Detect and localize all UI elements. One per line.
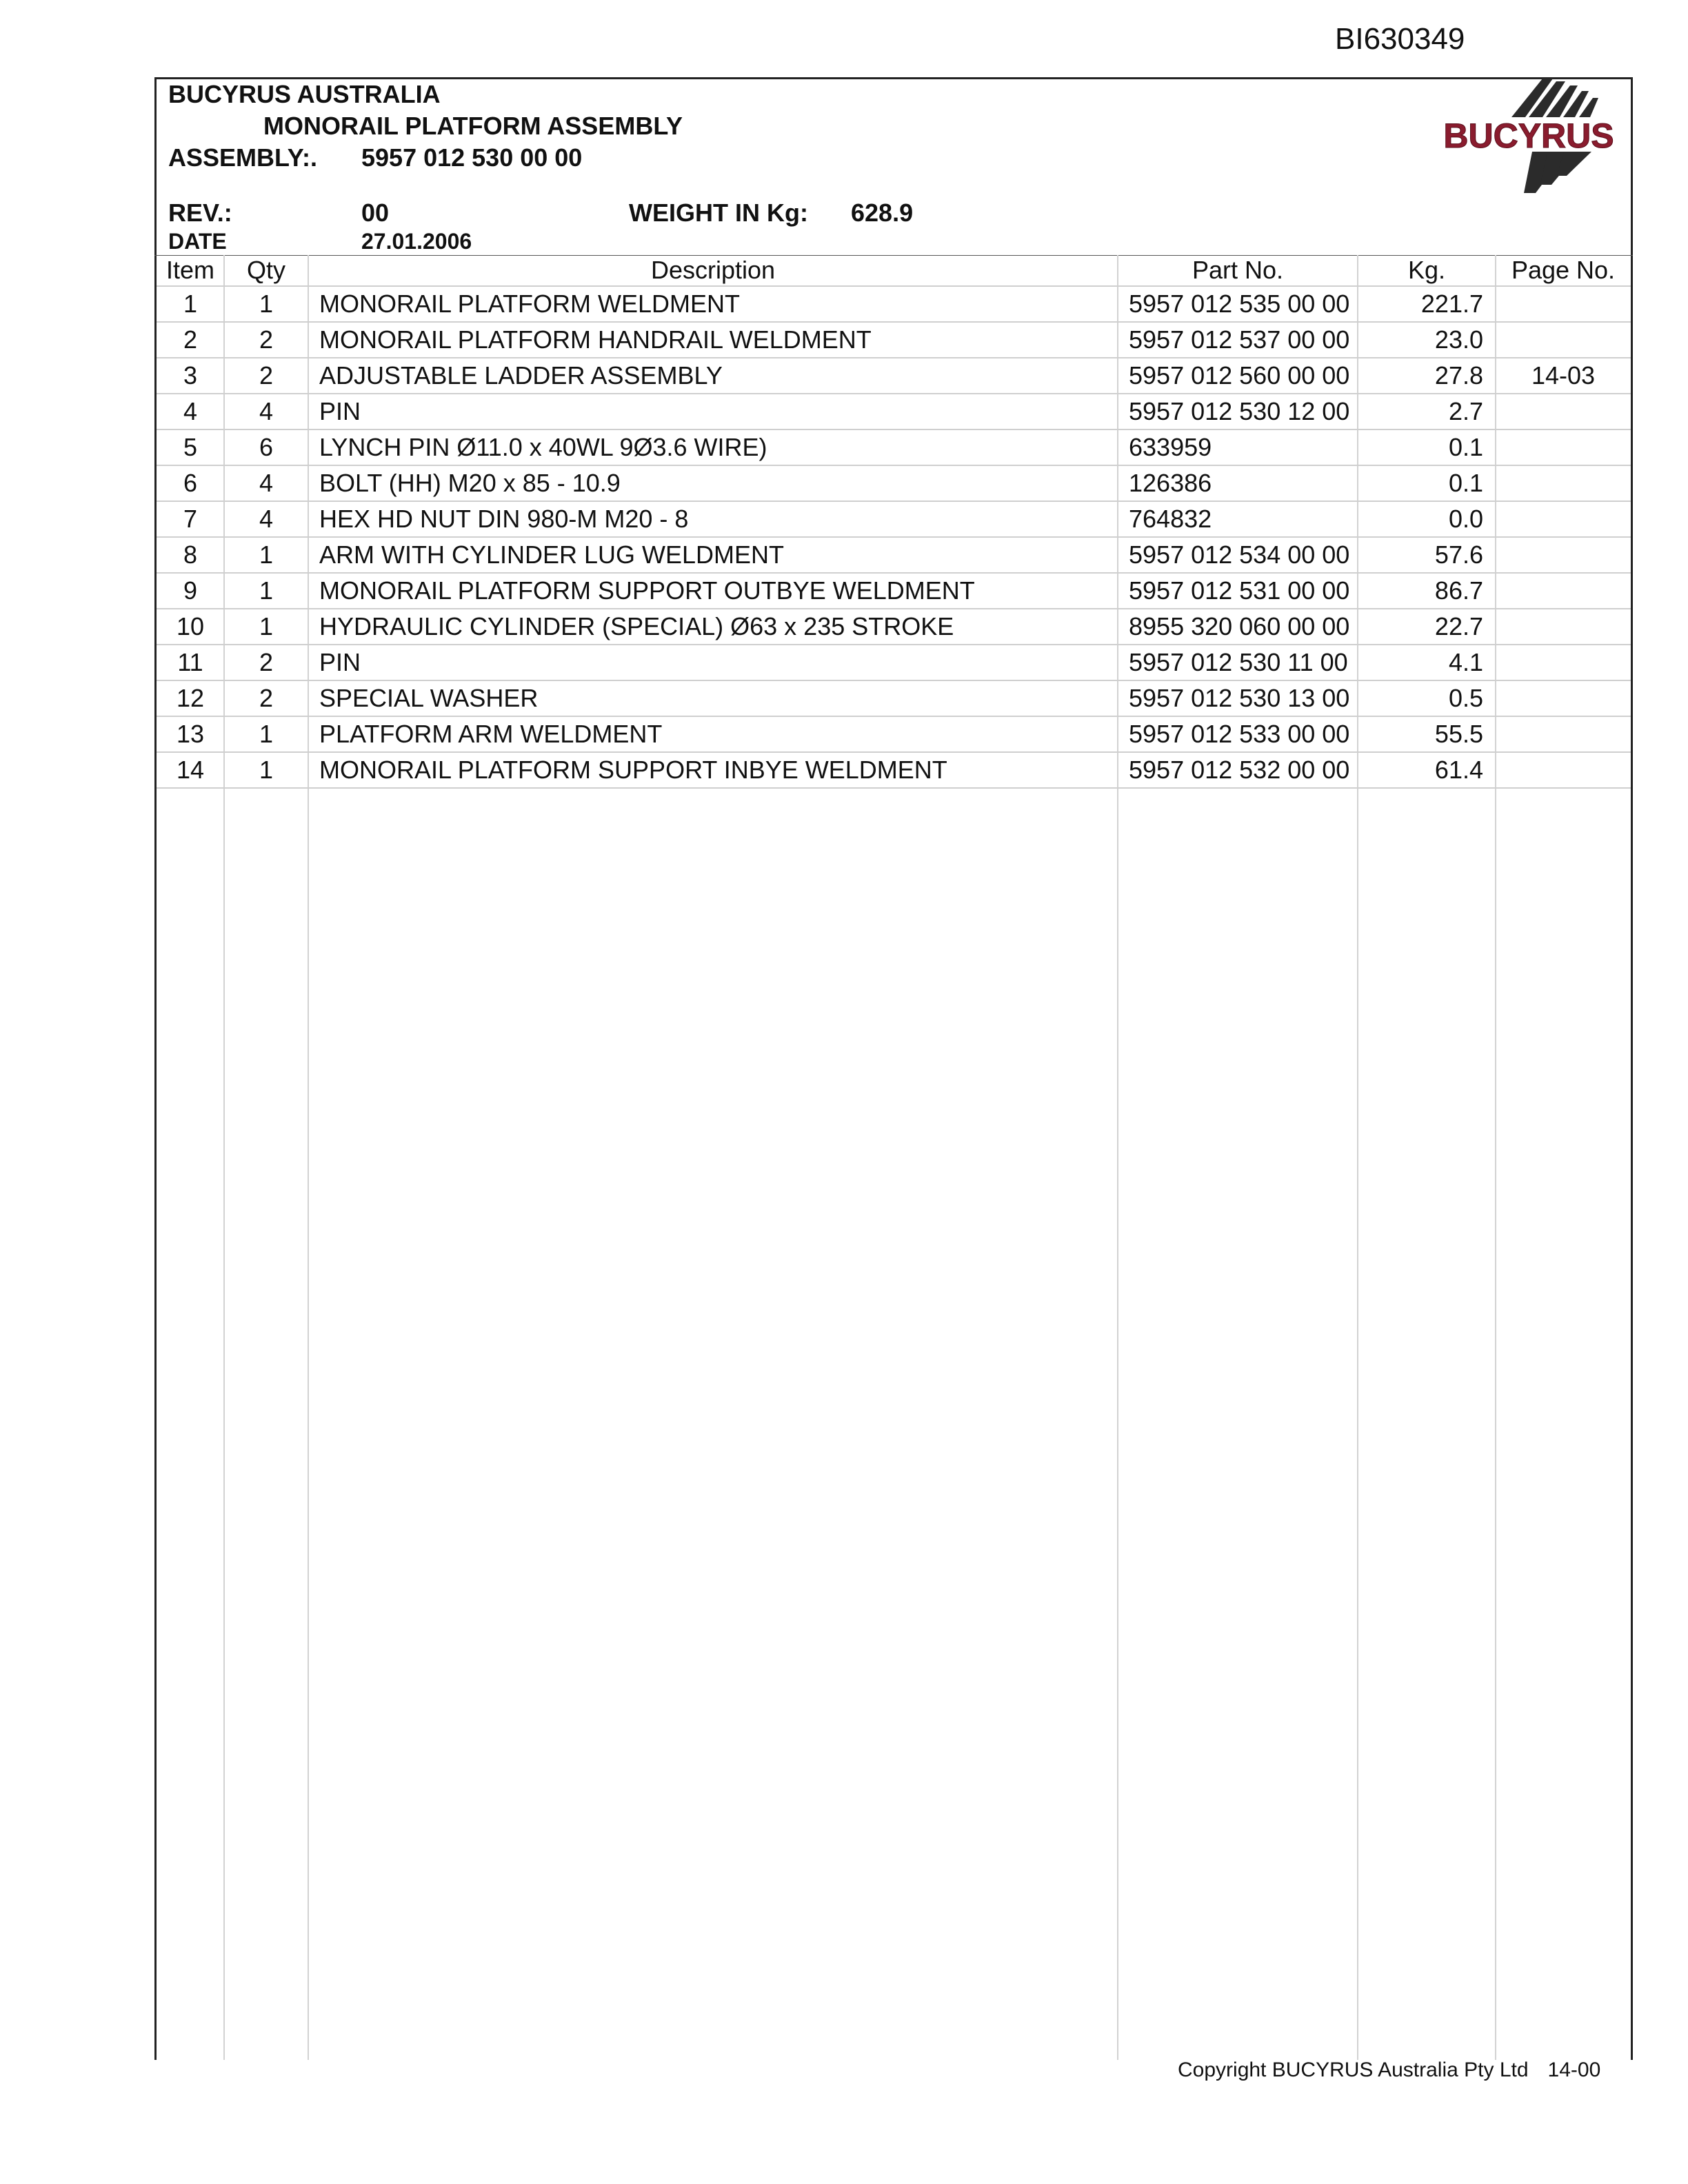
table-row [157,538,1631,574]
bucyrus-logo [1429,76,1629,200]
weight-cell: 0.1 [1448,433,1483,461]
item-cell: 13 [176,720,205,748]
col-header-page-no: Page No. [1511,256,1616,284]
weight-cell: 61.4 [1434,756,1483,784]
table-row [157,358,1631,394]
item-cell: 2 [183,325,198,354]
page-no-cell [1496,574,1631,608]
qty-cell: 2 [259,648,274,676]
qty-cell: 6 [259,433,274,461]
part-no-cell: 633959 [1129,433,1212,461]
page-no-cell [1496,717,1631,751]
col-header-description: Description [650,256,776,284]
footer-page-number: 14-00 [1547,2059,1601,2081]
description-cell: ARM WITH CYLINDER LUG WELDMENT [319,540,785,569]
table-row [157,753,1631,789]
col-header-item: Item [165,256,214,284]
item-cell: 14 [176,756,205,784]
table-row [157,323,1631,358]
table-header-row [157,255,1631,287]
col-header-part-no: Part No. [1192,256,1284,284]
weight-label: WEIGHT IN Kg: [629,199,808,227]
assembly-label: ASSEMBLY:. [168,143,318,172]
item-cell: 4 [183,397,198,425]
date-value: 27.01.2006 [361,229,472,254]
table-row [157,394,1631,430]
weight-value: 628.9 [851,199,914,227]
part-no-cell: 764832 [1129,505,1212,533]
qty-cell: 1 [259,290,274,318]
weight-cell: 4.1 [1448,648,1483,676]
description-cell: MONORAIL PLATFORM HANDRAIL WELDMENT [319,325,872,354]
table-row [157,681,1631,717]
part-no-cell: 5957 012 530 13 00 [1129,684,1350,712]
page-no-cell [1496,538,1631,572]
qty-cell: 4 [259,505,274,533]
assembly-title: MONORAIL PLATFORM ASSEMBLY [263,112,683,140]
part-no-cell: 5957 012 530 11 00 [1129,648,1348,676]
part-no-cell: 5957 012 530 12 00 [1129,397,1350,425]
description-cell: SPECIAL WASHER [319,684,539,712]
description-cell: HYDRAULIC CYLINDER (SPECIAL) Ø63 x 235 STROKE [319,612,954,640]
qty-cell: 4 [259,469,274,497]
part-no-cell: 5957 012 531 00 00 [1129,576,1350,605]
logo-wordmark: BUCYRUS [1443,117,1614,155]
weight-cell: 2.7 [1448,397,1483,425]
description-cell: LYNCH PIN Ø11.0 x 40WL 9Ø3.6 WIRE) [319,433,767,461]
weight-cell: 0.1 [1448,469,1483,497]
description-cell: PIN [319,397,361,425]
item-cell: 6 [183,469,198,497]
part-no-cell: 5957 012 533 00 00 [1129,720,1350,748]
table-row [157,574,1631,609]
table-row [157,717,1631,753]
item-cell: 7 [183,505,198,533]
qty-cell: 1 [259,756,274,784]
table-row [157,502,1631,538]
page-no-cell [1496,430,1631,465]
item-cell: 3 [183,361,198,390]
part-no-cell: 126386 [1129,469,1212,497]
qty-cell: 4 [259,397,274,425]
description-cell: ADJUSTABLE LADDER ASSEMBLY [319,361,723,390]
description-cell: PLATFORM ARM WELDMENT [319,720,663,748]
item-cell: 11 [177,648,203,676]
qty-cell: 1 [259,612,274,640]
page-no-cell: 14-03 [1531,361,1596,390]
page-no-cell [1496,466,1631,501]
qty-cell: 1 [259,576,274,605]
page-no-cell [1496,645,1631,680]
page-no-cell [1496,681,1631,716]
weight-cell: 23.0 [1434,325,1483,354]
description-cell: MONORAIL PLATFORM WELDMENT [319,290,741,318]
weight-cell: 57.6 [1434,540,1483,569]
col-header-kg: Kg. [1407,256,1446,284]
weight-cell: 86.7 [1434,576,1483,605]
description-cell: MONORAIL PLATFORM SUPPORT INBYE WELDMENT [319,756,947,784]
qty-cell: 1 [259,720,274,748]
part-no-cell: 5957 012 560 00 00 [1129,361,1350,390]
qty-cell: 2 [259,361,274,390]
part-no-cell: 5957 012 537 00 00 [1129,325,1350,354]
weight-cell: 0.0 [1448,505,1483,533]
page-no-cell [1496,753,1631,787]
qty-cell: 2 [259,325,274,354]
company-name: BUCYRUS AUSTRALIA [168,80,441,108]
description-cell: PIN [319,648,361,676]
weight-cell: 55.5 [1434,720,1483,748]
qty-cell: 1 [259,540,274,569]
page-no-cell [1496,323,1631,357]
document-id: BI630349 [1335,22,1465,56]
weight-cell: 0.5 [1448,684,1483,712]
part-no-cell: 5957 012 535 00 00 [1129,290,1350,318]
item-cell: 1 [183,290,198,318]
page-no-cell [1496,609,1631,644]
qty-cell: 2 [259,684,274,712]
description-cell: MONORAIL PLATFORM SUPPORT OUTBYE WELDMENT [319,576,975,605]
item-cell: 5 [183,433,198,461]
table-row [157,287,1631,323]
rev-value: 00 [361,199,390,227]
parts-table [157,255,1631,789]
date-label: DATE [168,229,227,254]
weight-cell: 27.8 [1434,361,1483,390]
weight-cell: 22.7 [1434,612,1483,640]
item-cell: 10 [176,612,205,640]
assembly-number: 5957 012 530 00 00 [361,143,583,172]
part-no-cell: 5957 012 534 00 00 [1129,540,1350,569]
description-cell: BOLT (HH) M20 x 85 - 10.9 [319,469,621,497]
item-cell: 9 [183,576,198,605]
table-row [157,609,1631,645]
table-row [157,430,1631,466]
rev-label: REV.: [168,199,232,227]
page-no-cell [1496,394,1631,429]
table-row [157,466,1631,502]
table-row [157,645,1631,681]
item-cell: 12 [176,684,205,712]
page-no-cell [1496,502,1631,536]
item-cell: 8 [183,540,198,569]
part-no-cell: 8955 320 060 00 00 [1129,612,1350,640]
description-cell: HEX HD NUT DIN 980-M M20 - 8 [319,505,689,533]
weight-cell: 221.7 [1420,290,1483,318]
copyright-text: Copyright BUCYRUS Australia Pty Ltd [1178,2059,1529,2081]
page-no-cell [1496,287,1631,321]
col-header-qty: Qty [246,256,285,284]
part-no-cell: 5957 012 532 00 00 [1129,756,1350,784]
footer [1178,2059,1600,2082]
